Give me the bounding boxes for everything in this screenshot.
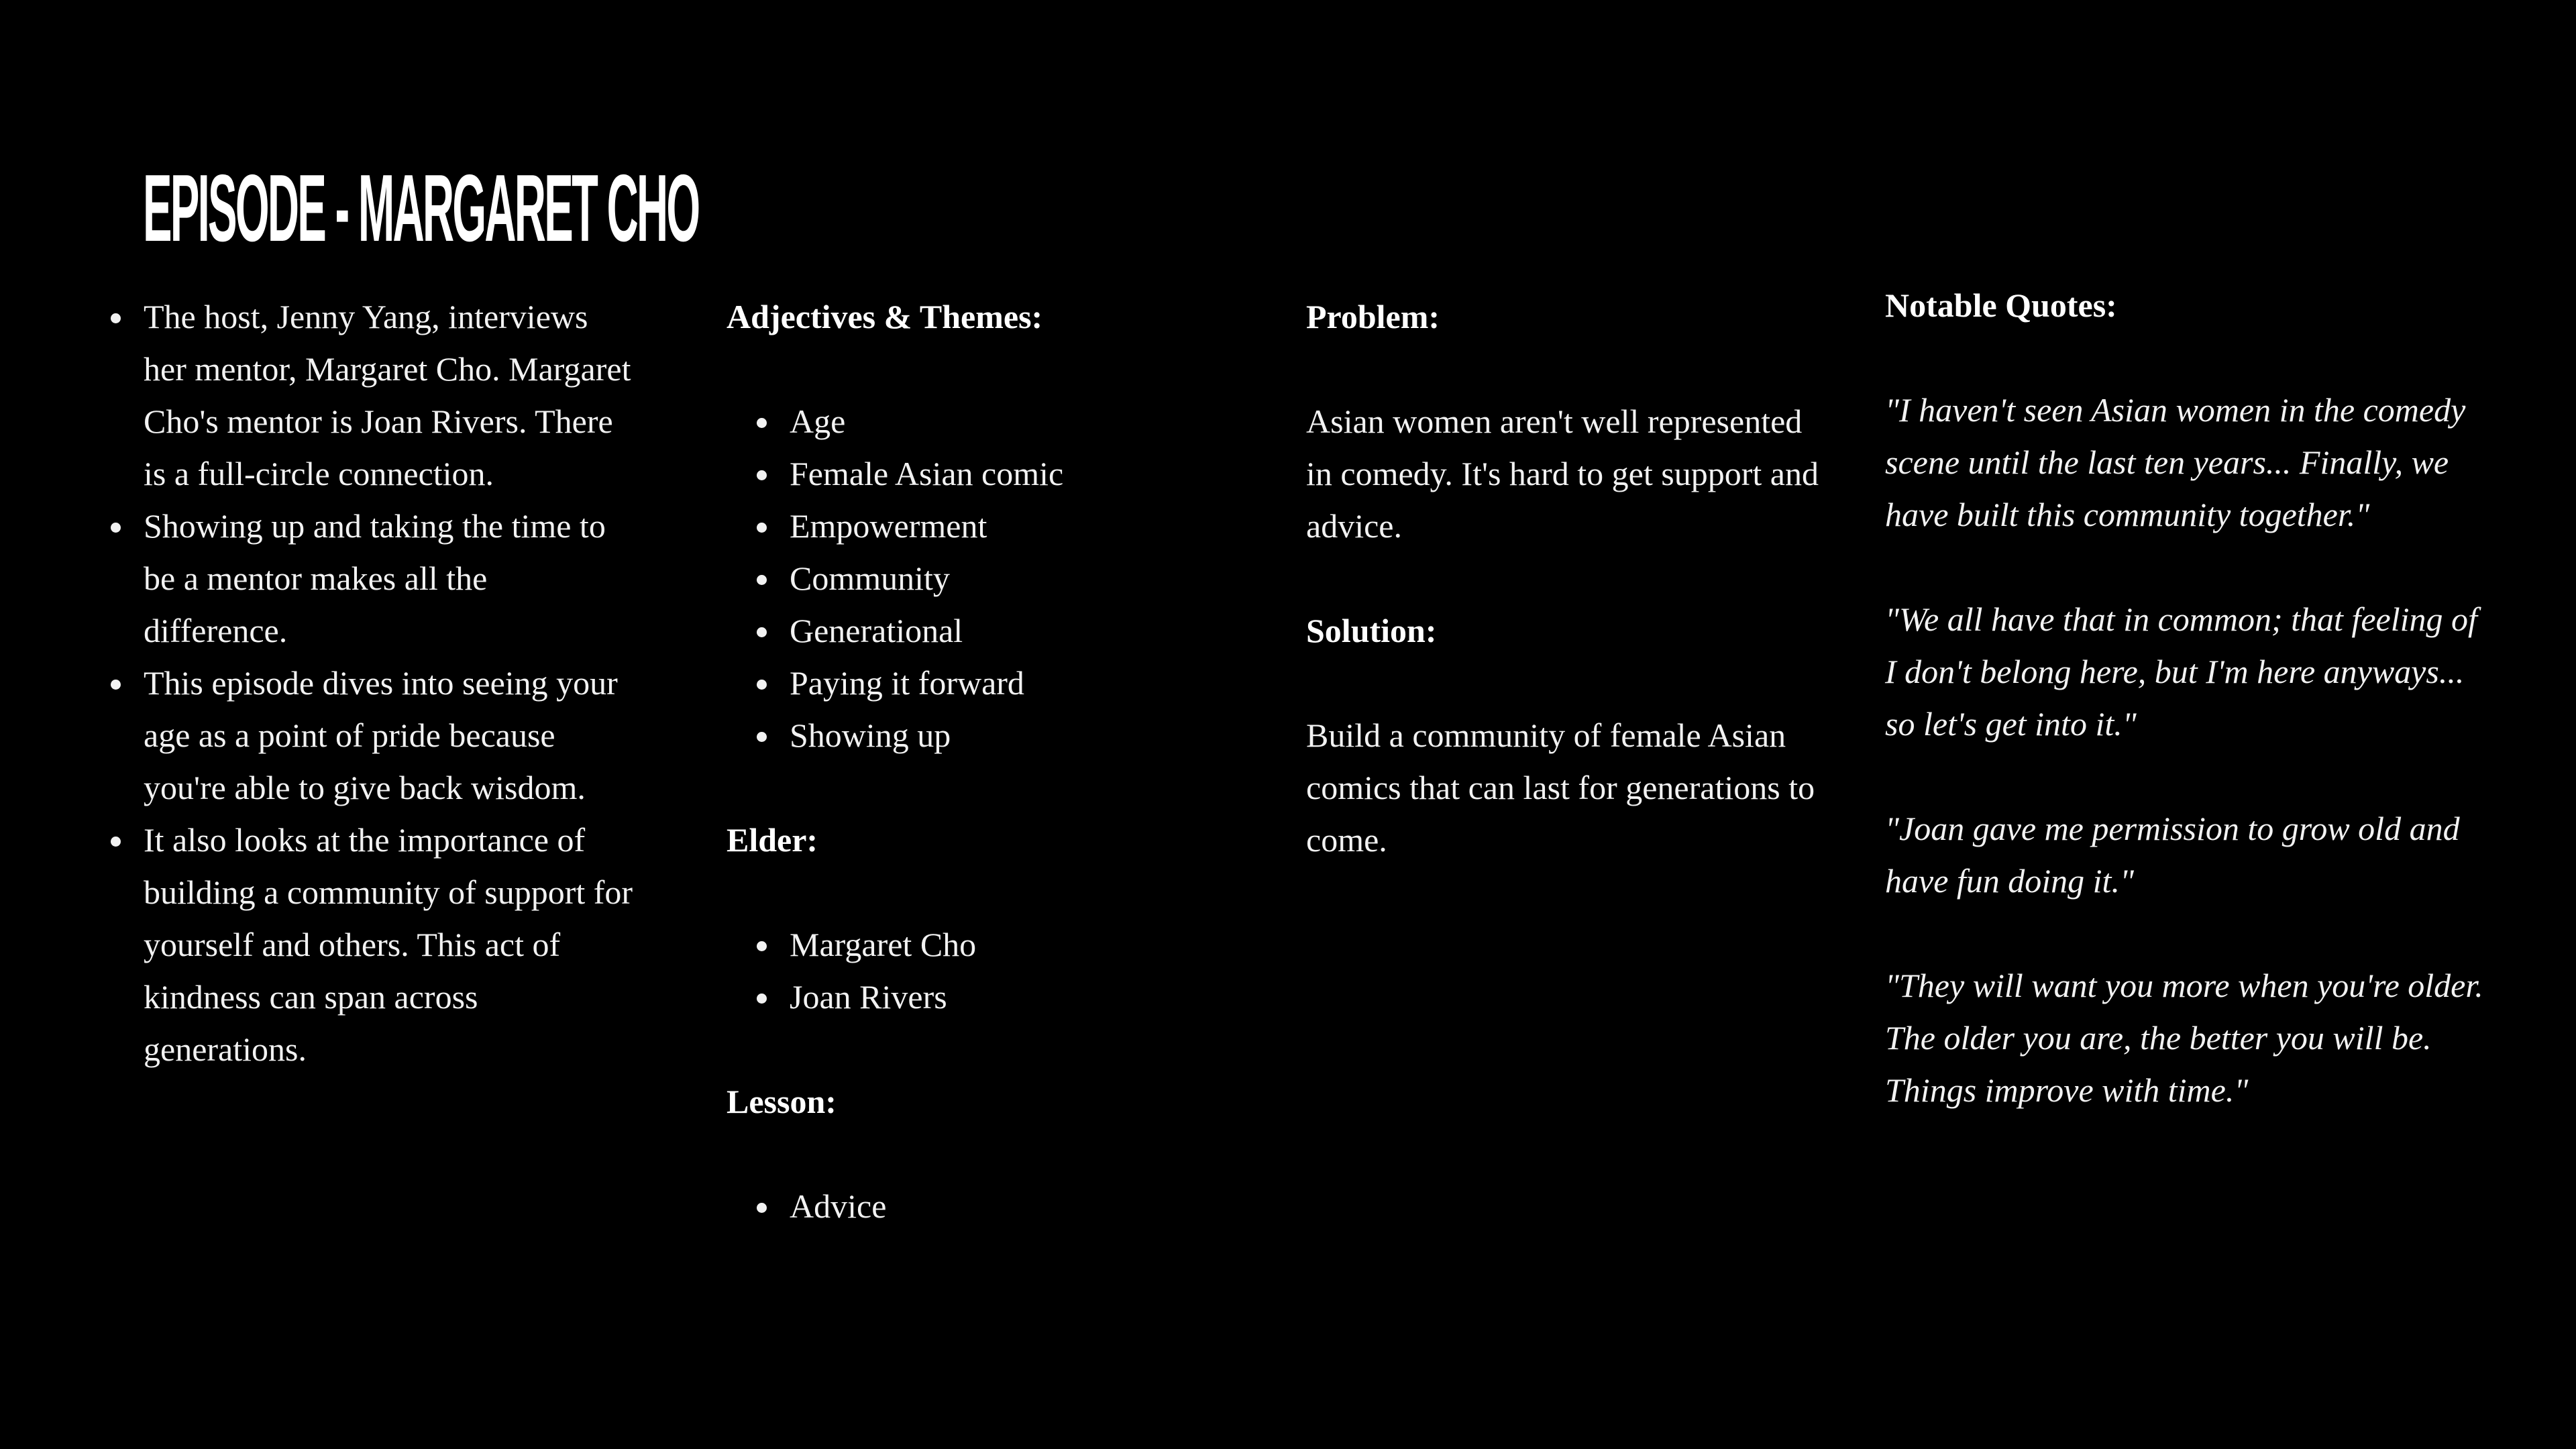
summary-bullet: This episode dives into seeing your age as a point of pride because you're able to give back wisdom. bbox=[101, 657, 637, 814]
themes-list bbox=[747, 395, 1256, 761]
summary-column bbox=[101, 290, 637, 1075]
summary-bullet: The host, Jenny Yang, interviews her mentor, Margaret Cho. Margaret Cho's mentor is Joan Rivers. There is a full-circle connection. bbox=[101, 290, 637, 500]
problem-solution-column bbox=[1306, 290, 1836, 866]
slide-title: EPISODE - MARGARET CHO bbox=[143, 155, 699, 262]
lesson-list bbox=[747, 1180, 1256, 1232]
quotes-column bbox=[1885, 279, 2489, 1116]
elder-list bbox=[747, 918, 1256, 1023]
lesson-item: Advice bbox=[747, 1180, 1256, 1232]
theme-item: Paying it forward bbox=[747, 657, 1256, 709]
elder-item: Margaret Cho bbox=[747, 918, 1256, 971]
problem-heading: Problem: bbox=[1306, 298, 1440, 335]
summary-list bbox=[101, 290, 637, 1075]
elder-item: Joan Rivers bbox=[747, 971, 1256, 1023]
themes-heading: Adjectives & Themes: bbox=[727, 298, 1043, 335]
theme-item: Showing up bbox=[747, 709, 1256, 761]
summary-bullet: Showing up and taking the time to be a mentor makes all the difference. bbox=[101, 500, 637, 657]
solution-text: Build a community of female Asian comics that can last for generations to come. bbox=[1306, 716, 1815, 859]
elder-heading: Elder: bbox=[727, 821, 818, 859]
theme-item: Age bbox=[747, 395, 1256, 447]
quote: "Joan gave me permission to grow old and have fun doing it." bbox=[1885, 810, 2460, 900]
theme-item: Generational bbox=[747, 604, 1256, 657]
themes-column bbox=[727, 290, 1256, 1232]
quote: "We all have that in common; that feeling of I don't belong here, but I'm here anyways... so let's get into it." bbox=[1885, 600, 2477, 743]
lesson-heading: Lesson: bbox=[727, 1083, 837, 1120]
problem-text: Asian women aren't well represented in comedy. It's hard to get support and advice. bbox=[1306, 402, 1819, 545]
quote: "They will want you more when you're older. The older you are, the better you will be. Things improve with time." bbox=[1885, 967, 2483, 1109]
summary-bullet: It also looks at the importance of building a community of support for yourself and others. This act of kindness can span across generations. bbox=[101, 814, 637, 1075]
theme-item: Empowerment bbox=[747, 500, 1256, 552]
theme-item: Female Asian comic bbox=[747, 447, 1256, 500]
quotes-heading: Notable Quotes: bbox=[1885, 286, 2117, 324]
quote: "I haven't seen Asian women in the comedy scene until the last ten years... Finally, we have built this community together." bbox=[1885, 391, 2466, 533]
theme-item: Community bbox=[747, 552, 1256, 604]
solution-heading: Solution: bbox=[1306, 612, 1437, 649]
